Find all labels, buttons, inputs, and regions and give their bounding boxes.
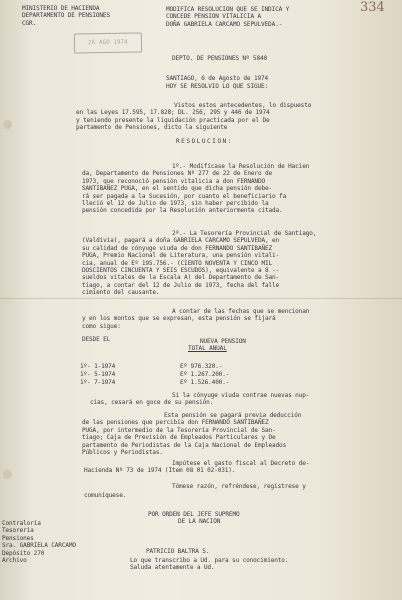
paragraph-line: cia, anual de Eº 195.756.- (CIENTO NOVENTA Y CINCO MIL	[82, 259, 273, 267]
table-header-line: NUEVA PENSION	[200, 338, 246, 345]
paragraph-cesara	[90, 392, 309, 407]
distribution-item: Depósito 270	[2, 549, 45, 557]
order-line: DE LA NACION	[178, 518, 221, 526]
distribution-item: Tesorería	[2, 527, 34, 535]
distribution-item: Sra. GABRIELA CARCAMO	[2, 542, 76, 550]
table-row-amount: Eº 976.320.-	[180, 363, 223, 370]
table-row-amount: Eº 1.526.400.-	[180, 379, 230, 386]
paragraph-line: tiago, a contar del 12 de Julio de 1973, fecha del falle	[82, 281, 280, 289]
punch-hole	[3, 470, 12, 479]
preamble-line: en las Leyes 17.595, 17.828; DL. 256, 295 y 446 de 1974	[76, 109, 270, 117]
date-line: SANTIAGO, 6 de Agosto de 1974	[166, 75, 269, 82]
paragraph-line: cias, cesará en goce de su pensión.	[90, 399, 214, 407]
paragraph-line: 2º.- La Tesorería Provincial de Santiago,	[172, 230, 317, 237]
distribution-item: Pensiones	[2, 534, 34, 542]
closing-line: Saluda atentamente a Ud.	[130, 564, 215, 572]
paragraph-line: sueldos vitales de la Escala A) del Departamento de San-	[82, 274, 280, 282]
paragraph-line: y en los montos que se expresan, esta pensión se fijará	[82, 315, 276, 323]
distribution-item: Contraloría	[2, 520, 41, 527]
subject-line: MODIFICA RESOLUCION QUE SE INDICA Y	[166, 6, 290, 13]
paragraph-line: SANTIBAÑEZ PUGA, en el sentido que dicha pensión debe-	[82, 185, 273, 193]
paragraph-line: Si la cónyuge viuda contrae nuevas nup-	[172, 392, 310, 399]
paragraph-line: partamento de Periodistas de la Caja Nacional de Empleados	[82, 441, 287, 449]
paragraph-2	[82, 230, 316, 297]
paragraph-line: su calidad de cónyuge viuda de don FERNANDO SANTIBAÑEZ	[82, 244, 273, 252]
dept-number: DEPTO. DE PENSIONES Nº 5840	[172, 55, 268, 62]
distribution-list	[2, 520, 76, 564]
preamble-line: partamento de Pensiones, dicto la siguiente	[76, 124, 228, 132]
table-row-date: 1º- 1-1974	[80, 363, 116, 370]
paragraph-line: como sigue:	[82, 322, 121, 330]
handwritten-number: 334	[360, 0, 385, 15]
table-row-amount: Eº 1.267.200.-	[180, 371, 230, 378]
received-stamp: 26 AGO 1974	[74, 32, 142, 53]
paragraph-line: PUGA, por intermedio de la Tesorería Provincial de San-	[82, 426, 276, 434]
fold-line	[0, 298, 402, 299]
cgr-line: CGR.	[22, 19, 37, 27]
paragraph-1	[82, 163, 309, 215]
table-row-date: 1º- 7-1974	[80, 379, 116, 386]
paragraph-impute	[84, 460, 309, 475]
order-line: POR ORDEN DEL JEFE SUPREMO	[148, 511, 240, 518]
signature-name: PATRICIO BALTRA S.	[146, 548, 210, 555]
resolucion-title: RESOLUCION:	[176, 138, 233, 145]
closing-line: Lo que transcribo a Ud. para su conocimiento.	[130, 557, 289, 564]
paragraph-line: Esta pensión se pagará previa deducción	[164, 412, 302, 419]
paragraph-line: Públicos y Periodistas.	[82, 449, 163, 457]
paragraph-line: DOSCIENTOS CINCUENTA Y SEIS ESCUDOS), equivalente a 8 --	[82, 267, 280, 275]
paragraph-line: PUGA, Premio Nacional de Literatura, una pensión vitali-	[82, 252, 280, 260]
ministry-header	[22, 5, 110, 27]
closing-block	[130, 557, 288, 572]
table-header-pension	[188, 338, 246, 353]
table-header-desde: DESDE EL	[82, 336, 111, 343]
punch-hole	[3, 120, 12, 129]
paragraph-line: (Valdivia), pagará a doña GABRIELA CARCAMO SEPULVEDA, en	[82, 237, 280, 245]
department-line: DEPARTAMENTO DE PENSIONES	[22, 12, 110, 20]
paragraph-montos	[82, 308, 309, 330]
paragraph-line: rá ser pagada a la Sucesión, por cuanto el beneficiario fa	[82, 192, 287, 200]
paragraph-line: da, Departamento de Pensiones Nº 277 de 22 de Enero de	[82, 170, 273, 178]
preamble	[76, 102, 311, 132]
paragraph-line: cimiento del causante.	[82, 289, 160, 297]
order-block	[148, 511, 240, 526]
paragraph-line: A contar de las fechas que se mencionan	[172, 308, 310, 315]
paragraph-line: de las pensiones que percibía don FERNANDO SANTIBAÑEZ	[82, 419, 269, 427]
paragraph-line: 1º.- Modifícase la Resolución de Hacien	[172, 163, 310, 170]
table-row-date: 1º- 5-1974	[80, 371, 116, 378]
paragraph-line: 1973, que reconoció pensión vitalicia a don FERNANDO	[82, 177, 265, 185]
paragraph-line: pensión concedida por la Resolución anteriormente citada.	[82, 207, 283, 215]
distribution-item: Archivo	[2, 557, 27, 565]
paragraph-line: Hacienda Nº 73 de 1974 (Item 08 01 02-031).	[84, 467, 236, 475]
paragraph-line: Impútese el gasto fiscal al Decreto de-	[172, 460, 310, 467]
table-header-line: TOTAL ANUAL	[188, 345, 227, 353]
paragraph-pago	[82, 412, 301, 456]
subject-line: DOÑA GABRIELA CARCAMO SEPULVEDA.-	[166, 20, 283, 28]
preamble-line: Vistos estos antecedentes, lo dispuesto	[174, 102, 312, 109]
comuniquese-line: comuníquese.	[84, 492, 127, 499]
tomese-line: Tómese razón, refréndese, regístrese y	[172, 483, 306, 490]
subject-line: CONCEDE PENSION VITALICIA A	[166, 13, 262, 21]
paragraph-line: tiago; Caja de Previsión de Empleados Particulares y De	[82, 434, 276, 442]
ministry-line: MINISTERIO DE HACIENDA	[22, 5, 100, 12]
preamble-line: y teniendo presente la liquidación practicada por el De	[76, 116, 270, 124]
hoy-line: HOY SE RESOLVIO LO QUE SIGUE:	[166, 83, 269, 90]
paragraph-line: lleció el 12 de Julio de 1973, sin haber percibido la	[82, 200, 269, 208]
subject-block	[166, 6, 289, 28]
